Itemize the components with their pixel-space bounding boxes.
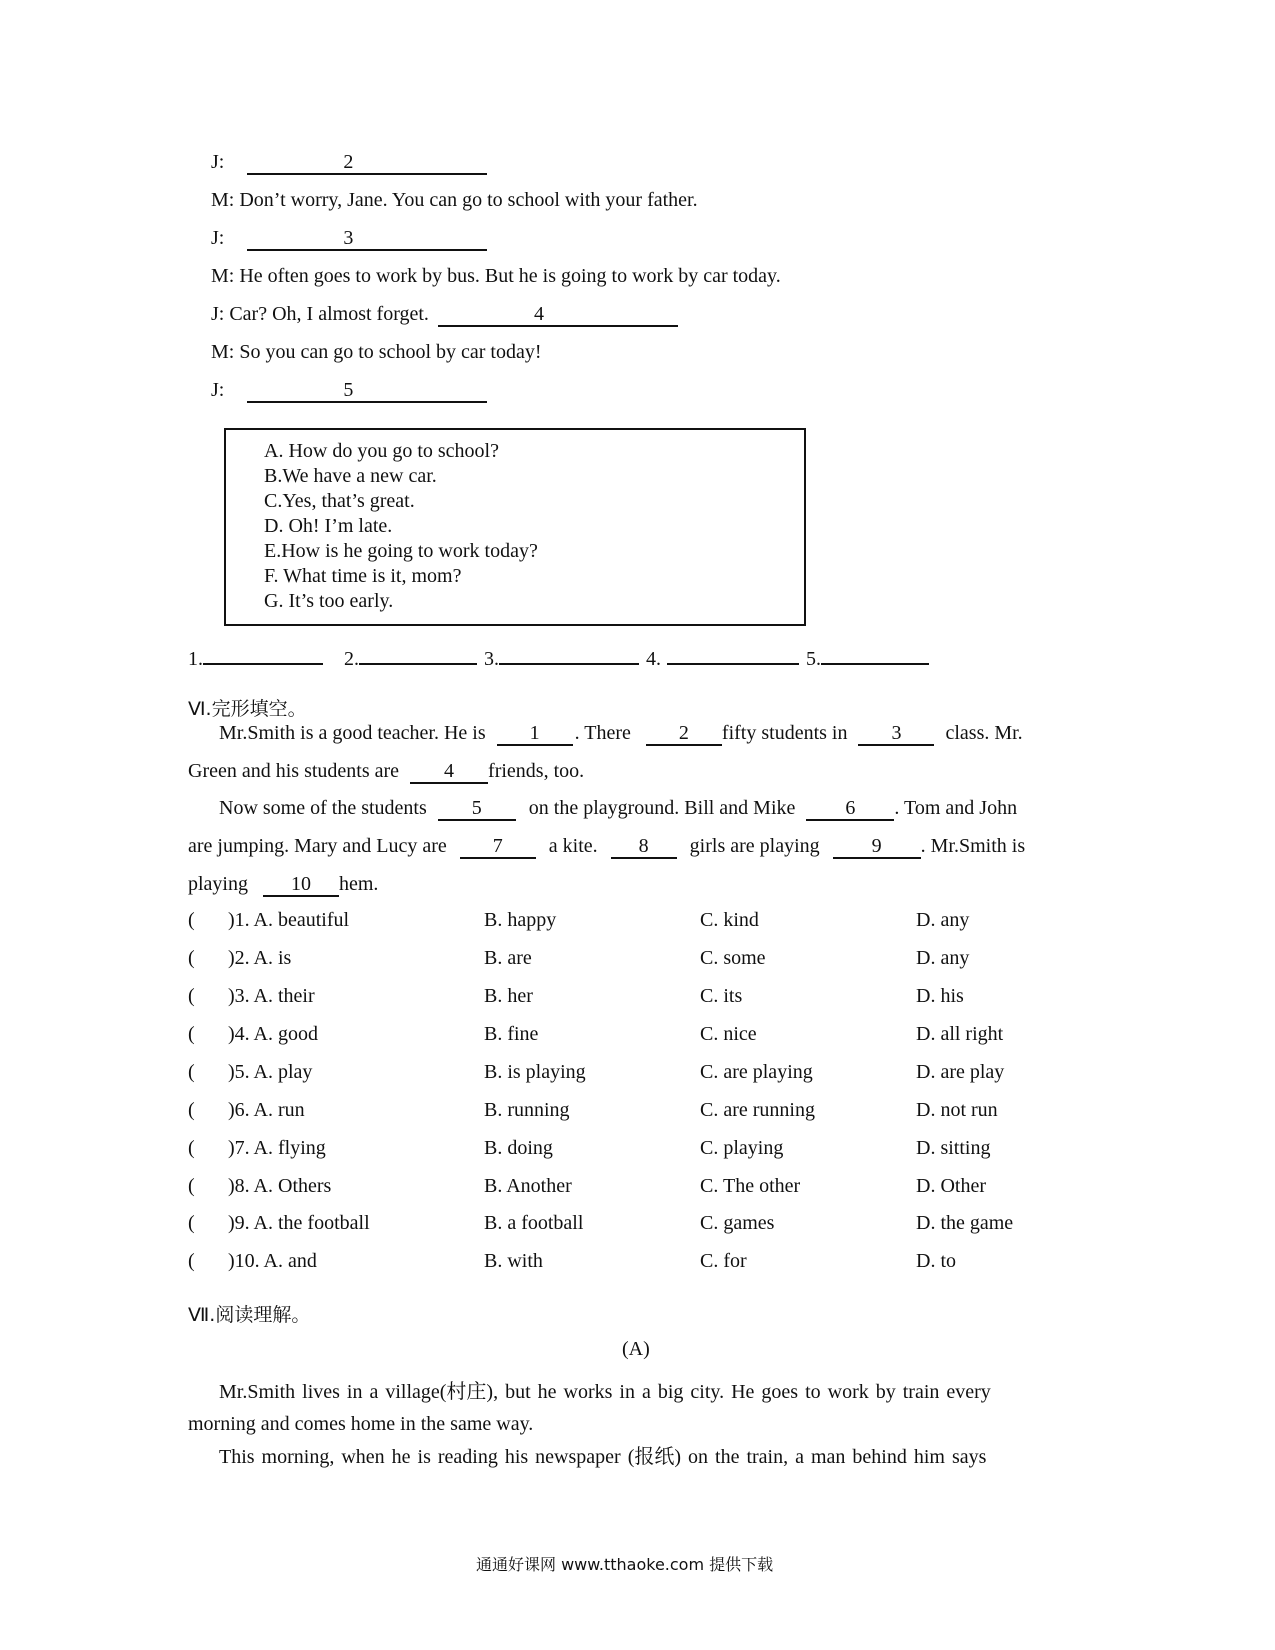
question-row-8 (188, 1175, 1088, 1199)
cloze-paragraph-2-line-3 (188, 873, 378, 897)
cloze-blank-9[interactable] (833, 836, 921, 859)
paren: ( (188, 1061, 195, 1083)
option-b[interactable]: B. her (484, 985, 533, 1007)
blank-number: 1 (529, 722, 540, 744)
passage-line-2: morning and comes home in the same way. (188, 1413, 534, 1435)
answer-label-1: 1. (188, 648, 203, 670)
option-d[interactable]: D. his (916, 985, 964, 1007)
paren: ( (188, 1175, 195, 1197)
paren: ( (188, 947, 195, 969)
cloze-text: Now some of the students (219, 797, 427, 819)
option-a[interactable]: )6. A. run (228, 1099, 305, 1121)
option-b[interactable]: B. is playing (484, 1061, 586, 1083)
cloze-text: girls are playing (689, 835, 820, 857)
passage-line-3: This morning, when he is reading his newspaper (报纸) on the train, a man behind him says (219, 1446, 987, 1468)
paren: ( (188, 1137, 195, 1159)
cloze-blank-4[interactable] (410, 761, 488, 784)
answer-blank[interactable] (247, 152, 487, 175)
option-c[interactable]: C. games (700, 1212, 775, 1234)
cloze-text: playing (188, 873, 248, 895)
paren: ( (188, 985, 195, 1007)
cloze-blank-3[interactable] (858, 723, 934, 746)
speaker: J: (211, 379, 225, 401)
blank-number: 9 (871, 835, 882, 857)
option-c[interactable]: C. its (700, 985, 743, 1007)
option-b[interactable]: B. fine (484, 1023, 539, 1045)
dialogue-line-2 (211, 189, 698, 212)
cloze-blank-10[interactable] (263, 874, 339, 897)
blank-number: 10 (291, 873, 311, 895)
cloze-text: . There (574, 722, 631, 744)
passage-label: (A) (622, 1338, 650, 1360)
answer-line (188, 642, 929, 671)
option-c[interactable]: C. for (700, 1250, 747, 1272)
cloze-text: on the playground. Bill and Mike (528, 797, 796, 819)
answer-blank-3[interactable] (499, 642, 639, 665)
cloze-paragraph-1-line-2 (188, 760, 584, 784)
cloze-blank-2[interactable] (646, 723, 722, 746)
dialogue-line-7 (211, 379, 487, 403)
dialogue-text: So you can go to school by car today! (239, 341, 542, 363)
question-row-4 (188, 1023, 1088, 1047)
option-a[interactable]: )5. A. play (228, 1061, 313, 1083)
choice-b: B.We have a new car. (264, 465, 437, 487)
choice-c: C.Yes, that’s great. (264, 490, 415, 512)
choices-box (224, 428, 806, 626)
option-a[interactable]: )10. A. and (228, 1250, 317, 1272)
option-a[interactable]: )8. A. Others (228, 1175, 332, 1197)
option-d[interactable]: D. not run (916, 1099, 998, 1121)
speaker: J: (211, 151, 225, 173)
cloze-text: hem. (339, 873, 379, 895)
answer-blank[interactable] (438, 304, 678, 327)
cloze-text: Mr.Smith is a good teacher. He is (219, 722, 486, 744)
speaker: J: (211, 303, 225, 325)
blank-number: 4 (444, 760, 455, 782)
choice-e: E.How is he going to work today? (264, 540, 538, 562)
option-d[interactable]: D. to (916, 1250, 956, 1272)
section-7-title: Ⅶ.阅读理解。 (188, 1304, 311, 1326)
blank-number: 4 (533, 303, 544, 325)
speaker: M: (211, 189, 235, 211)
speaker: M: (211, 341, 235, 363)
dialogue-line-1 (211, 151, 487, 175)
option-c[interactable]: C. kind (700, 909, 759, 931)
cloze-blank-7[interactable] (460, 836, 536, 859)
cloze-text: . Mr.Smith is (920, 835, 1026, 857)
question-row-5 (188, 1061, 1088, 1085)
answer-blank-5[interactable] (821, 642, 929, 665)
option-c[interactable]: C. some (700, 947, 766, 969)
choice-g: G. It’s too early. (264, 590, 394, 612)
option-b[interactable]: B. a football (484, 1212, 584, 1234)
answer-label-5: 5. (806, 648, 821, 670)
cloze-text: Green and his students are (188, 760, 400, 782)
option-d[interactable]: D. the game (916, 1212, 1014, 1234)
choice-f: F. What time is it, mom? (264, 565, 462, 587)
blank-number: 3 (891, 722, 902, 744)
dialogue-text: Don’t worry, Jane. You can go to school with your father. (239, 189, 698, 211)
cloze-text: friends, too. (488, 760, 585, 782)
option-c[interactable]: C. nice (700, 1023, 757, 1045)
option-b[interactable]: B. with (484, 1250, 543, 1272)
dialogue-line-4 (211, 265, 781, 288)
answer-blank[interactable] (247, 228, 487, 251)
answer-label-2: 2. (344, 648, 359, 670)
dialogue-line-5 (211, 303, 678, 327)
blank-number: 5 (343, 379, 354, 401)
speaker: M: (211, 265, 235, 287)
question-row-2 (188, 947, 1088, 971)
blank-number: 8 (638, 835, 649, 857)
cloze-blank-8[interactable] (611, 836, 677, 859)
cloze-text: class. Mr. (945, 722, 1023, 744)
blank-number: 6 (845, 797, 856, 819)
speaker: J: (211, 227, 225, 249)
choice-a: A. How do you go to school? (264, 440, 499, 462)
answer-blank-2[interactable] (359, 642, 477, 665)
paren: ( (188, 1212, 195, 1234)
answer-blank[interactable] (247, 380, 487, 403)
option-c[interactable]: C. are playing (700, 1061, 813, 1083)
passage-line-1: Mr.Smith lives in a village(村庄), but he works in a big city. He goes to work by train every (219, 1381, 991, 1403)
option-b[interactable]: B. are (484, 947, 532, 969)
paren: ( (188, 909, 195, 931)
option-b[interactable]: B. running (484, 1099, 570, 1121)
option-b[interactable]: B. Another (484, 1175, 572, 1197)
dialogue-line-6 (211, 341, 542, 364)
question-row-10 (188, 1250, 1088, 1274)
option-a[interactable]: )2. A. is (228, 947, 292, 969)
option-b[interactable]: B. doing (484, 1137, 553, 1159)
cloze-text: are jumping. Mary and Lucy are (188, 835, 447, 857)
option-a[interactable]: )4. A. good (228, 1023, 318, 1045)
option-d[interactable]: D. any (916, 909, 970, 931)
answer-label-3: 3. (484, 648, 499, 670)
dialogue-text: He often goes to work by bus. But he is going to work by car today. (239, 265, 781, 287)
blank-number: 2 (343, 151, 354, 173)
option-a[interactable]: )3. A. their (228, 985, 315, 1007)
dialogue-text: Car? Oh, I almost forget. (229, 303, 429, 325)
option-d[interactable]: D. any (916, 947, 970, 969)
question-row-9 (188, 1212, 1088, 1236)
option-d[interactable]: D. sitting (916, 1137, 991, 1159)
paren: ( (188, 1023, 195, 1045)
answer-blank-4[interactable] (667, 642, 799, 665)
question-row-3 (188, 985, 1088, 1009)
option-d[interactable]: D. Other (916, 1175, 986, 1197)
cloze-blank-5[interactable] (438, 798, 516, 821)
dialogue-line-3 (211, 227, 487, 251)
cloze-text: fifty students in (721, 722, 848, 744)
cloze-blank-1[interactable] (497, 723, 573, 746)
option-d[interactable]: D. all right (916, 1023, 1004, 1045)
option-a[interactable]: )9. A. the football (228, 1212, 370, 1234)
question-row-7 (188, 1137, 1088, 1161)
blank-number: 5 (471, 797, 482, 819)
option-c[interactable]: C. playing (700, 1137, 784, 1159)
cloze-paragraph-2-line-1 (219, 797, 1017, 821)
option-a[interactable]: )7. A. flying (228, 1137, 326, 1159)
paren: ( (188, 1099, 195, 1121)
answer-blank-1[interactable] (203, 642, 323, 665)
blank-number: 2 (678, 722, 689, 744)
cloze-text: a kite. (548, 835, 598, 857)
cloze-text: . Tom and John (894, 797, 1018, 819)
option-c[interactable]: C. are running (700, 1099, 815, 1121)
footer-source: 通通好课网 www.tthaoke.com 提供下载 (476, 1555, 774, 1574)
cloze-blank-6[interactable] (806, 798, 894, 821)
cloze-paragraph-2-line-2 (188, 835, 1025, 859)
blank-number: 7 (492, 835, 503, 857)
blank-number: 3 (343, 227, 354, 249)
choice-d: D. Oh! I’m late. (264, 515, 393, 537)
option-b[interactable]: B. happy (484, 909, 557, 931)
option-a[interactable]: )1. A. beautiful (228, 909, 350, 931)
section-6-title: Ⅵ.完形填空。 (188, 698, 307, 720)
paren: ( (188, 1250, 195, 1272)
option-d[interactable]: D. are play (916, 1061, 1005, 1083)
option-c[interactable]: C. The other (700, 1175, 801, 1197)
question-row-1 (188, 909, 1088, 933)
cloze-paragraph-1-line-1 (219, 722, 1023, 746)
question-row-6 (188, 1099, 1088, 1123)
answer-label-4: 4. (646, 648, 661, 670)
